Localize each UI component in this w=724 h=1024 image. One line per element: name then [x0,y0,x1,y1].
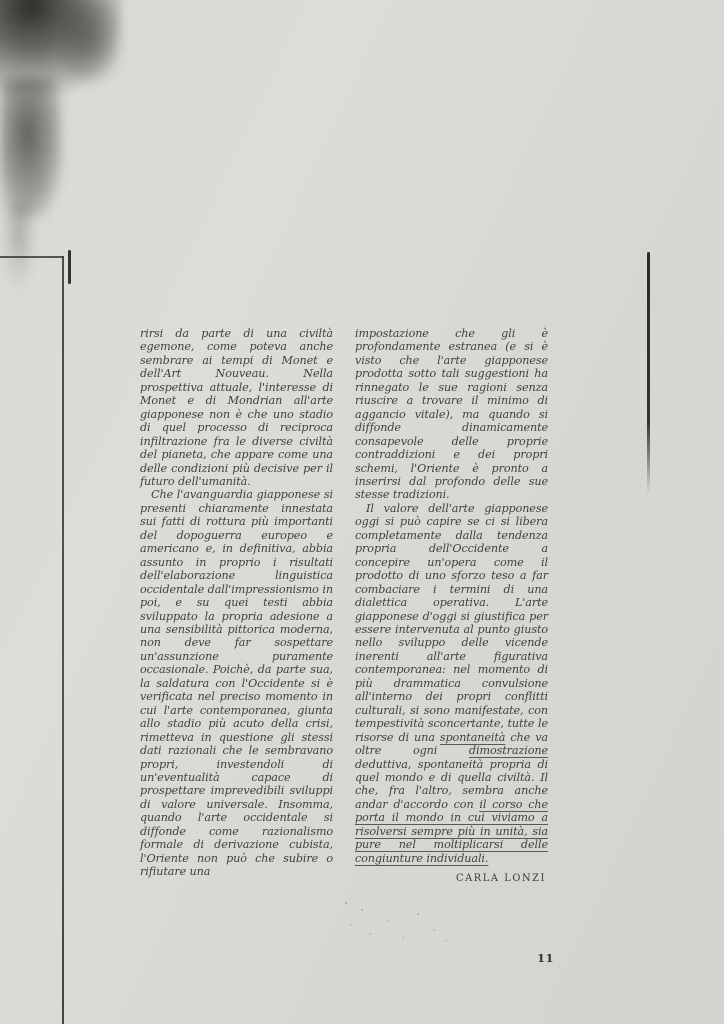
margin-rule-horizontal [0,256,64,258]
scan-smudge-halo [58,4,120,82]
text-segment: Il valore dell'arte giapponese oggi si può capire se ci si libera completamente dalla tendenza propria dell'Occidente a concepire un'opera come il prodotto di uno sforzo teso a far combaciare i termini di una dialettica operativa. L'arte giapponese d'oggi si giustifica per essere intervenuta al punto giusto nello sviluppo delle vicende inerenti all'arte figurativa contemporanea: nel momento di più drammatica convulsione all'interno dei propri conflitti culturali, si sono manifestate, con tempestività sconcertante, tutte le risorse di una [355,501,548,744]
scan-smudge-faint [4,200,34,290]
column-rule-right [647,252,650,494]
paragraph-continuation: impostazione che gli è profondamente estranea (e si è visto che l'arte giapponese prodotta sotto tali suggestioni ha rinnegato le sue ragioni senza riuscire a trovare il minimo di aggancio vitale), ma quando si diffonde dinamicamente consapevole delle proprie contraddizioni e dei propri schemi, l'Oriente è pronto a inserirsi dal profondo delle sue stesse tradizioni. [355,327,548,502]
text-column-left [140,327,333,886]
text-segment: che va oltre ogni [355,730,549,758]
scan-smudge-top-left [0,0,122,94]
underlined-text: il corso che porta il mondo in cui viviamo a risolversi sempre più in unità, sia pure nel moltiplicarsi delle congiunture individuali. [355,797,548,865]
author-signature: CARLA LONZI [455,873,546,885]
text-block [140,327,548,886]
paragraph-annotated [355,502,548,865]
text-column-right [355,327,548,886]
paragraph-continuation: rirsi da parte di una civiltà egemone, come poteva anche sembrare ai tempi di Monet e dell'Art Nouveau. Nella prospettiva attuale, l'interesse di Monet e di Mondrian all'arte giapponese non è che uno stadio di quel processo di reciproca infiltrazione fra le diverse civiltà del pianeta, che appare come una delle condizioni più decisive per il futuro dell'umanità. [140,327,333,488]
margin-rule-tick [68,250,71,284]
page-number: 11 [537,951,555,965]
scan-smudge-left-edge [0,78,62,218]
underlined-text: spontaneità [439,730,506,744]
scan-noise-speckles [345,902,347,904]
underlined-text: dimostrazione [468,744,548,758]
paragraph: Che l'avanguardia giapponese si presenti chiaramente innestata sui fatti di rottura più importanti del dopoguerra europeo e americano e, in definitiva, abbia assunto in proprio i risultati dell'elaborazione linguistica occidentale dall'impressionismo in poi, e su quei testi abbia sviluppato la propria adesione a una sensibilità pittorica moderna, non deve far sospettare un'assunzione puramente occasionale. Poichè, da parte sua, la saldatura con l'Occidente si è verificata nel preciso momento in cui l'arte contemporanea, giunta allo stadio più acuto della crisi, rimetteva in questione gli stessi dati razionali che le sembravano propri, investendoli di un'eventualità capace di prospettare imprevedibili sviluppi di valore universale. Insomma, quando l'arte occidentale si diffonde come razionalismo formale di derivazione cubista, l'Oriente non può che subire o rifiutare una [140,488,333,879]
text-segment: deduttiva, spontaneità propria di quel mondo e di quella civiltà. Il che, fra l'altro, sembra anche andar d'accordo con [355,757,548,811]
margin-rule-left [62,256,64,1024]
